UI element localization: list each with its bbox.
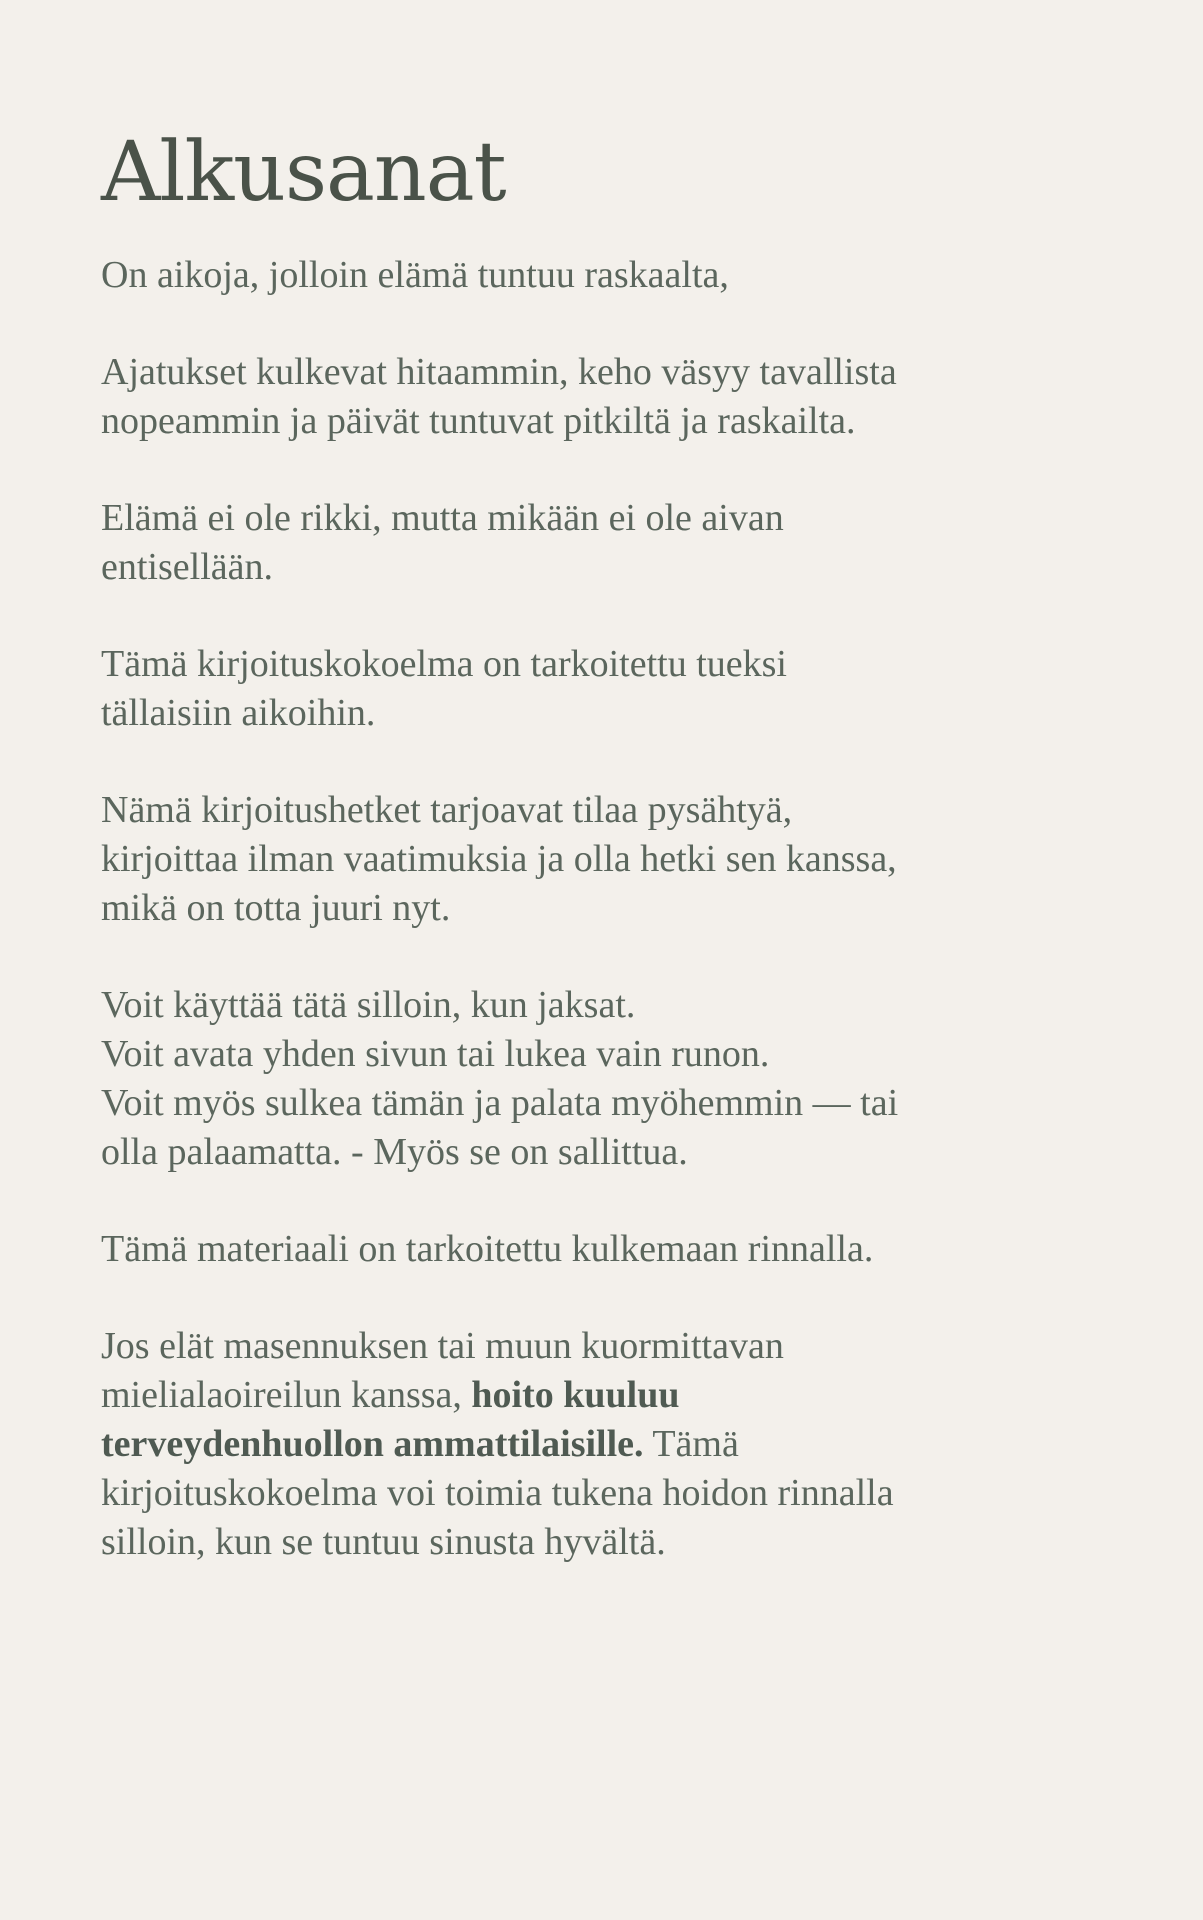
- paragraph: [101, 981, 1061, 1177]
- text-line: [101, 1420, 1061, 1469]
- text-line: tällaisiin aikoihin.: [101, 692, 376, 734]
- paragraph: [101, 494, 1061, 592]
- text-line: On aikoja, jolloin elämä tuntuu raskaalta,: [101, 254, 729, 296]
- text-line: Voit käyttää tätä silloin, kun jaksat.: [101, 984, 636, 1026]
- paragraph: [101, 786, 1061, 933]
- bold-emphasis: hoito kuuluu: [471, 1374, 680, 1416]
- preface-page: [101, 125, 1061, 1615]
- text-line: Tämä materiaali on tarkoitettu kulkemaan rinnalla.: [101, 1228, 874, 1270]
- text-line: nopeammin ja päivät tuntuvat pitkiltä ja raskailta.: [101, 400, 856, 442]
- text-line: [101, 1371, 1061, 1420]
- text-line: Elämä ei ole rikki, mutta mikään ei ole aivan: [101, 497, 784, 539]
- bold-emphasis: terveydenhuollon ammattilaisille.: [101, 1423, 644, 1465]
- text-line: Jos elät masennuksen tai muun kuormittavan: [101, 1325, 784, 1367]
- text-line: kirjoituskokoelma voi toimia tukena hoidon rinnalla: [101, 1472, 894, 1514]
- text-line: olla palaamatta. - Myös se on sallittua.: [101, 1131, 688, 1173]
- paragraph: [101, 251, 1061, 300]
- text-segment: Tämä: [643, 1423, 739, 1465]
- text-line: Nämä kirjoitushetket tarjoavat tilaa pysähtyä,: [101, 789, 793, 831]
- paragraph: [101, 1225, 1061, 1274]
- page-title: Alkusanat: [101, 125, 506, 220]
- text-line: kirjoittaa ilman vaatimuksia ja olla hetki sen kanssa,: [101, 838, 897, 880]
- text-segment: mielialaoireilun kanssa,: [101, 1374, 472, 1416]
- text-line: entisellään.: [101, 546, 273, 588]
- text-line: Ajatukset kulkevat hitaammin, keho väsyy tavallista: [101, 351, 897, 393]
- text-line: mikä on totta juuri nyt.: [101, 887, 451, 929]
- final-paragraph: [101, 1322, 1061, 1567]
- text-line: silloin, kun se tuntuu sinusta hyvältä.: [101, 1521, 666, 1563]
- text-line: Voit myös sulkea tämän ja palata myöhemmin — tai: [101, 1082, 899, 1124]
- text-line: Tämä kirjoituskokoelma on tarkoitettu tueksi: [101, 643, 787, 685]
- paragraph: [101, 640, 1061, 738]
- paragraph: [101, 348, 1061, 446]
- text-line: Voit avata yhden sivun tai lukea vain runon.: [101, 1033, 770, 1075]
